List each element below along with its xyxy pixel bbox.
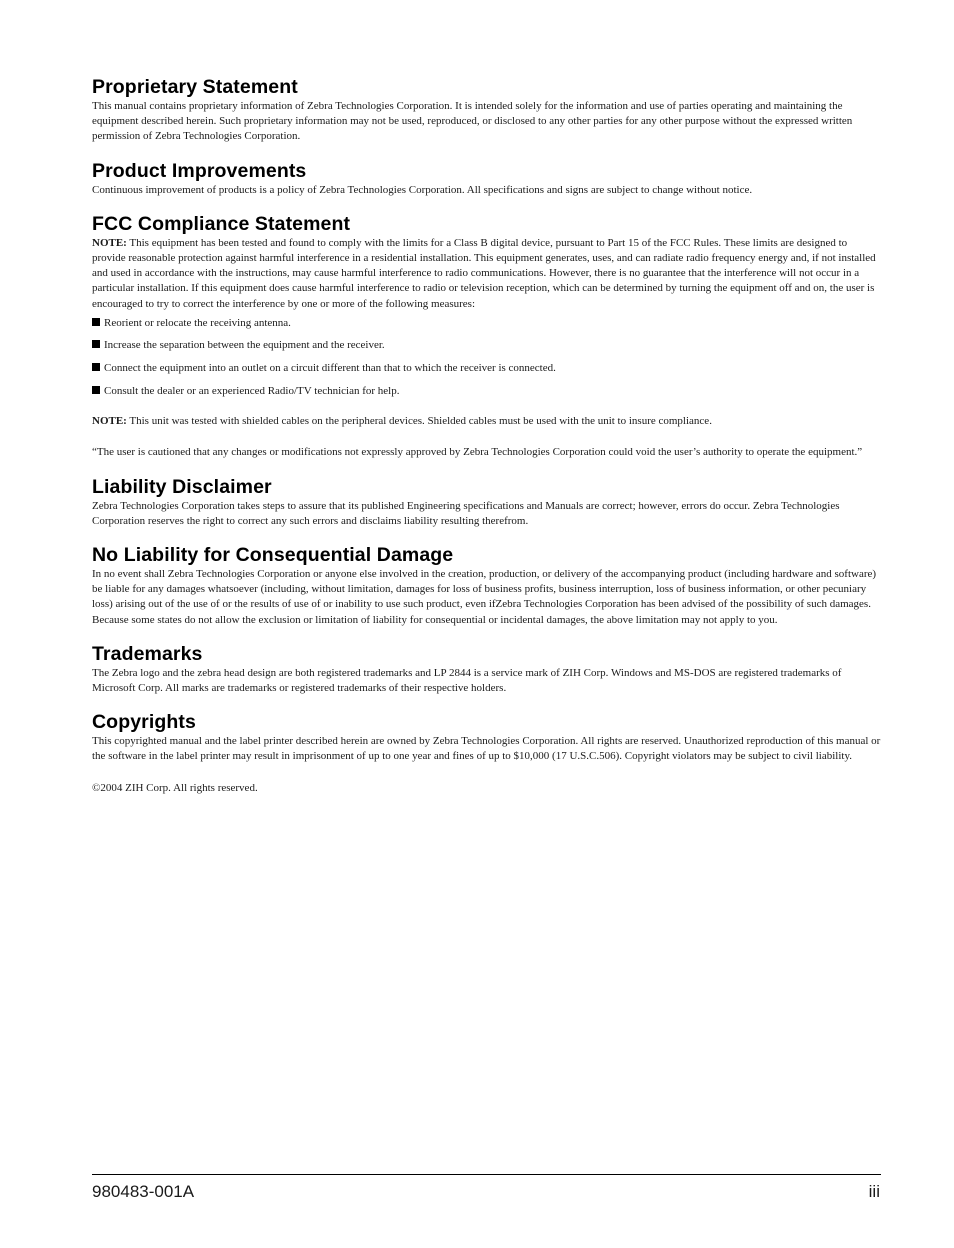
section-heading: Liability Disclaimer	[92, 475, 272, 498]
consequential-damage-section	[92, 544, 882, 628]
footer-divider	[92, 1174, 881, 1175]
list-item	[92, 361, 882, 376]
list-item-text: Connect the equipment into an outlet on a circuit different than that to which the receiver is connected.	[104, 362, 556, 375]
section-heading: FCC Compliance Statement	[92, 212, 351, 235]
document-number: 980483-001A	[92, 1182, 195, 1201]
fcc-compliance-section	[92, 213, 882, 461]
list-item-text: Reorient or relocate the receiving antenna.	[104, 316, 291, 329]
list-item	[92, 338, 882, 353]
section-heading: No Liability for Consequential Damage	[92, 544, 454, 567]
list-item-text: Increase the separation between the equipment and the receiver.	[104, 339, 385, 352]
section-heading: Product Improvements	[92, 159, 307, 182]
square-bullet-icon	[92, 363, 100, 371]
list-item	[92, 384, 882, 399]
shielded-cables-note	[92, 414, 882, 429]
note-label: NOTE:	[92, 236, 127, 249]
fcc-measures-list	[92, 316, 882, 399]
section-body: Zebra Technologies Corporation takes steps to assure that its published Engineering specifications and Manuals are correct; however, errors do occur. Zebra Technologies Corporation reserves the right to correct any such errors and disclaims liability resulting therefrom.	[92, 499, 840, 527]
trademarks-section	[92, 643, 882, 696]
user-caution-paragraph: “The user is cautioned that any changes or modifications not expressly approved by Zebra Technologies Corporation could void the user’s authority to operate the equipment.”	[92, 446, 863, 459]
list-item	[92, 316, 882, 331]
proprietary-statement-section	[92, 76, 882, 145]
list-item-text: Consult the dealer or an experienced Radio/TV technician for help.	[104, 384, 400, 397]
section-body: The Zebra logo and the zebra head design are both registered trademarks and LP 2844 is a service mark of ZIH Corp. Windows and MS-DOS are registered trademarks of Microsoft Corp. All marks are trademarks or registered trademarks of their respective holders.	[92, 666, 842, 695]
square-bullet-icon	[92, 318, 100, 326]
section-body: This copyrighted manual and the label printer described herein are owned by Zebra Technologies Corporation. All rights are reserved. Unauthorized reproduction of this manual or the software in the label printer may result in imprisonment of up to one year and fines of up to $10,000 (17 U.S.C.506). Copyright violators may be subject to civil liability.	[92, 735, 881, 763]
page-content	[92, 76, 882, 811]
section-heading: Proprietary Statement	[92, 76, 298, 98]
liability-disclaimer-section	[92, 476, 882, 529]
section-heading: Trademarks	[92, 642, 203, 665]
square-bullet-icon	[92, 386, 100, 394]
note-label: NOTE:	[92, 415, 127, 428]
section-body: Continuous improvement of products is a policy of Zebra Technologies Corporation. All specifications and signs are subject to change without notice.	[92, 183, 753, 196]
page-number: iii	[868, 1182, 880, 1201]
fcc-note-paragraph	[92, 236, 882, 312]
section-heading: Copyrights	[92, 711, 196, 734]
section-body: This manual contains proprietary information of Zebra Technologies Corporation. It is intended solely for the information and use of parties operating and maintaining the equipment described herein. Such proprietary information may not be used, reproduced, or disclosed to any other parties for any other purpose without the expressed written permission of Zebra Technologies Corporation.	[92, 100, 853, 143]
note-body: This equipment has been tested and found to comply with the limits for a Class B digital device, pursuant to Part 15 of the FCC Rules. These limits are designed to provide reasonable protection against harmful interference in a residential installation. This equipment generates, uses, and can radiate radio frequency energy and, if not installed and used in accordance with the instructions, may cause harmful interference to radio communications. However, there is no guarantee that the interference will not occur in a particular installation. If this equipment does cause harmful interference to radio or television reception, which can be determined by turning the equipment off and on, the user is encouraged to try to correct the interference by one or more of the following measures:	[92, 236, 876, 310]
square-bullet-icon	[92, 340, 100, 348]
copyright-notice: ©2004 ZIH Corp. All rights reserved.	[92, 781, 258, 794]
section-body: In no event shall Zebra Technologies Corporation or anyone else involved in the creation, production, or delivery of the accompanying product (including hardware and software) be liable for any damages whatsoever (including, without limitation, damages for loss of business profits, business interruption, loss of business information, or other pecuniary loss) arising out of the use of or the results of use of or inability to use such product, even ifZebra Technologies Corporation has been advised of the possibility of such damages. Because some states do not allow the exclusion or limitation of liability for consequential or incidental damages, the above limitation may not apply to you.	[92, 568, 877, 626]
product-improvements-section	[92, 160, 882, 198]
note-body: This unit was tested with shielded cables on the peripheral devices. Shielded cables must be used with the unit to insure compliance.	[126, 415, 712, 428]
copyrights-section	[92, 711, 882, 796]
